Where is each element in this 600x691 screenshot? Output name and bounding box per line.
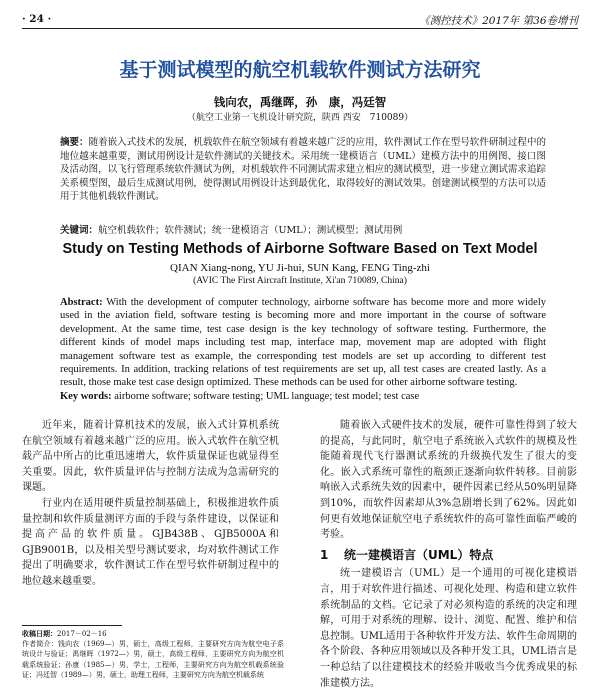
keywords-cn-label: 关键词： (60, 225, 99, 236)
english-affiliation: (AVIC The First Aircraft Institute, Xi'an 710089, China) (193, 276, 407, 286)
section-title: 统一建模语言（UML）特点 (344, 547, 494, 562)
keywords-cn-text: 航空机载软件；软件测试；统一建模语言（UML）；测试模型；测试用例 (98, 225, 403, 236)
body-left-column (22, 418, 279, 590)
keywords-en-text: airborne software; software testing; UML language; test model; test case (114, 391, 420, 402)
abstract-en-label: Abstract: (60, 297, 103, 308)
footnote-divider (22, 625, 122, 626)
keywords-en-label: Key words: (60, 391, 112, 402)
abstract-en (60, 296, 546, 390)
affiliation: （航空工业第一飞机设计研究院，陕西 西安 710089） (186, 113, 414, 123)
abstract-cn-label: 摘要： (60, 137, 89, 148)
footnote-label: 收稿日期： (22, 630, 57, 638)
body-paragraph: 随着嵌入式硬件技术的发展，硬件可靠性得到了较大的提高，与此同时，航空电子系统嵌入式软件的规模及性能随着现代飞行器测试系统的升级换代发生了很大的变化。嵌入式系统可靠性的瓶颈正逐渐向软件转移。目前影响嵌入式系统失效的因素中，硬件因素已经从50%明显降到10%，而软件因素却从3%急剧增长到了62%。因此如何更有效地保证航空电子系统软件的高可靠性面临严峻的考验。 (320, 420, 577, 541)
body-paragraph: 近年来，随着计算机技术的发展，嵌入式计算机系统在航空领域有着越来越广泛的应用。嵌入式软件在航空机载产品中所占的比重迅速增大，软件质量保证也就显得至关重要。因此，软件质量评估与控制方法成为急需研究的课题。 (22, 420, 279, 494)
journal-name: 《测控技术》2017年 第36卷增刊 (419, 15, 578, 27)
section-number: 1 (320, 547, 329, 562)
body-paragraph: 统一建模语言（UML）是一个通用的可视化建模语言，用于对软件进行描述、可视化处理、构造和建立软件系统制品的文档。它记录了对必须构造的系统的决定和理解，可用于对系统的理解、设计、浏览、配置、维护和信息控制。UML适用于各种软件开发方法、软件生命周期的各个阶段、各种应用领域以及各种开发工具，UML语言是一种总结了以往建模技术的经验并吸收当今优秀成果的标准建模方法。 (320, 568, 577, 689)
page-number: · 24 · (22, 13, 52, 25)
author-bio: 作者简介：钱向农（1969—）男，硕士，高级工程师，主要研究方向为航空电子系统设计与验证；禹继晖（1972—）男，硕士，高级工程师，主要研究方向为航空机载系统验证；孙康（1985—）男，学士，工程师，主要研究方向为航空机载系统验证；冯廷智（1989—）男，硕士，助理工程师，主要研究方向为航空机载系统 (22, 640, 284, 679)
running-header (22, 10, 578, 29)
body-paragraph: 行业内在适用硬件质量控制基础上，积极推进软件质量控制和软件质量测评方面的手段与条件建设，以保证和提高产品的软件质量。GJB438B、GJB5000A和GJB9001B，以及相关型号测试要求，均对软件测试工作提出了明确要求，软件测试工作在型号软件研制过程中的地位越来越重要。 (22, 497, 279, 587)
keywords-en (60, 391, 546, 402)
footnote (22, 629, 284, 680)
body-right-column (320, 418, 577, 691)
author-list: 钱向农，禹继晖，孙 康，冯廷智 (213, 95, 387, 109)
abstract-cn (60, 136, 546, 204)
abstract-en-text: With the development of computer technology, airborne software has become more and more widely used in the aviation field, software testing is becoming more and more important in the course of software development. At the same time, test case design is the key technology of software testing. Furthermore, the different kinds of model maps including test map, interface map, movement map are adopted with flight management software test as example, the corresponding test models are set up according to different test requirements. In addition, tracking relations of test requirements are set up, all test cases are created lastly. As a result, those make test case design optimized. These methods can be used for other airborne software testing. (60, 297, 547, 389)
abstract-cn-text: 随着嵌入式技术的发展，机载软件在航空领域有着越来越广泛的应用，软件测试工作在型号软件研制过程中的地位越来越重要，测试用例设计是软件测试的关键技术。采用统一建模语言（UML）建模方法中的用例图、接口图及活动图，以飞行管理系统软件测试为例，对机载软件不同测试需求建立相应的测试模型，进一步建立测试需求追踪关系模型图，最后生成测试用例，使得测试用例设计达到最优化，取得较好的测试效果。创建测试模型的方法可以适用于其他机载软件测试。 (60, 137, 546, 202)
paper-title: 基于测试模型的航空机载软件测试方法研究 (119, 59, 481, 81)
english-authors: QIAN Xiang-nong, YU Ji-hui, SUN Kang, FENG Ting-zhi (170, 262, 430, 274)
received-date: 2017－02－16 (57, 630, 107, 638)
section-heading (320, 548, 577, 564)
keywords-cn (60, 222, 546, 236)
english-title: Study on Testing Methods of Airborne Software Based on Text Model (62, 241, 538, 257)
